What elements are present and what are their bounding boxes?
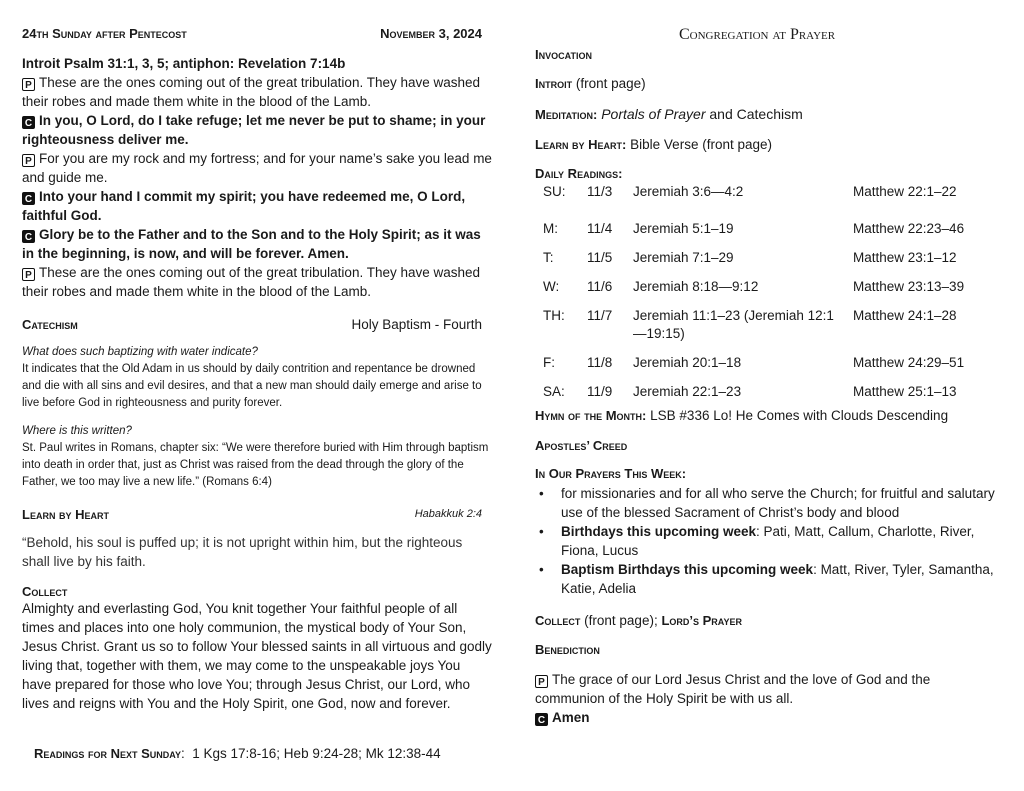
meditation-rest: and Catechism: [709, 106, 803, 122]
catechism-question-1: What does such baptizing with water indicate?: [22, 346, 258, 358]
collect-text: Almighty and everlasting God, You knit together Your faithful people of all times and places into one holy communion, the mystical body of Your Son, Jesus Christ. Grant us so to follow Your blessed saints in all virtuous and godly living that, together with them, we may come to the unspeakable joys You have prepared for those who love You; through Jesus Christ, our Lord, who lives and reigns with You and the Holy Spirit, one God, now and forever.: [22, 601, 492, 711]
reading-ot: Jeremiah 3:6—4:2: [633, 184, 744, 199]
pastor-icon: P: [22, 78, 35, 91]
introit-line-text: For you are my rock and my fortress; and for your name’s sake you lead me and guide me.: [22, 151, 492, 185]
apostles-creed: Apostles’ Creed: [535, 438, 628, 453]
introit-line: [22, 187, 492, 225]
introit-line: [22, 263, 492, 301]
hymn-line: [535, 407, 948, 425]
reading-ot: Jeremiah 20:1–18: [633, 355, 742, 370]
amen-text: Amen: [552, 710, 590, 725]
reading-nt: Matthew 22:23–46: [853, 221, 965, 236]
learn-by-heart-text: “Behold, his soul is puffed up; it is not upright within him, but the righteous shall live by his faith.: [22, 535, 463, 569]
introit-line: [22, 111, 492, 149]
prayers-list: [535, 484, 995, 598]
reading-nt: Matthew 24:29–51: [853, 355, 965, 370]
reading-day: TH:: [543, 308, 565, 323]
reading-day: W:: [543, 279, 560, 294]
benediction-heading: Benediction: [535, 642, 600, 657]
reading-ot: Jeremiah 7:1–29: [633, 250, 734, 265]
next-sunday-label: Readings for Next Sunday: [34, 746, 181, 761]
reading-date: 11/8: [587, 355, 613, 370]
reading-nt: Matthew 22:1–22: [853, 184, 957, 199]
catechism-subtitle: Holy Baptism - Fourth: [351, 317, 482, 332]
reading-nt: Matthew 25:1–13: [853, 384, 957, 399]
reading-day: SA:: [543, 384, 565, 399]
prayer-text: : Matt, River, Tyler, Samantha, Katie, Adelia: [561, 562, 994, 596]
table-row: [543, 343, 1003, 372]
learn-by-heart-reference: Habakkuk 2:4: [414, 508, 482, 520]
list-item: [535, 522, 995, 560]
lbh-text: Bible Verse (front page): [630, 137, 772, 152]
introit-line-text: Into your hand I commit my spirit; you have redeemed me, O Lord, faithful God.: [22, 189, 466, 223]
reading-day: M:: [543, 221, 558, 236]
congregation-icon: C: [22, 230, 35, 243]
prayer-text: for missionaries and for all who serve the Church; for fruitful and salutary use of the blessed Sacrament of Christ’s body and blood: [561, 486, 995, 520]
congregation-icon: C: [22, 192, 35, 205]
reading-nt: Matthew 23:1–12: [853, 250, 957, 265]
catechism-answer-1: It indicates that the Old Adam in us should by daily contrition and repentance be drowned and die with all sins and evil desires, and that a new man should daily emerge and arise to live before God in righteousness and purity forever.: [22, 363, 482, 409]
introit-line-text: In you, O Lord, do I take refuge; let me never be put to shame; in your righteousness deliver me.: [22, 113, 486, 147]
benediction-pastor: [535, 670, 995, 708]
list-item: [535, 560, 995, 598]
introit-note: (front page): [575, 76, 646, 91]
next-sunday-text: 1 Kgs 17:8-16; Heb 9:24-28; Mk 12:38-44: [192, 746, 441, 761]
daily-readings-heading: Daily Readings:: [535, 166, 623, 181]
table-row: [543, 296, 1003, 343]
next-sunday-sep: :: [180, 746, 185, 761]
pastor-icon: P: [22, 154, 35, 167]
bulletin-title: 24th Sunday after Pentecost: [22, 26, 187, 41]
benediction-congregation: [535, 708, 590, 727]
catechism-answer-2: St. Paul writes in Romans, chapter six: “We were therefore buried with Him through baptism into death in order that, just as Christ was raised from the dead through the glory of the Father, we too may live a new life.” (Romans 6:4): [22, 442, 489, 488]
collect-label: Collect: [535, 613, 581, 628]
reading-nt: Matthew 24:1–28: [853, 308, 957, 323]
table-row: [543, 209, 1003, 238]
introit-lines: [22, 73, 492, 301]
reading-ot: Jeremiah 11:1–23 (Jeremiah 12:1—19:15): [633, 308, 834, 341]
reading-date: 11/7: [587, 308, 613, 323]
prayer-text: : Pati, Matt, Callum, Charlotte, River, Fiona, Lucus: [561, 524, 975, 558]
prayer-bold: Birthdays this upcoming week: [561, 524, 757, 539]
reading-date: 11/4: [587, 221, 613, 236]
meditation-italic: Portals of Prayer: [601, 106, 706, 122]
invocation: Invocation: [535, 47, 592, 62]
reading-nt: Matthew 23:13–39: [853, 279, 965, 294]
next-sunday-readings: [34, 744, 441, 763]
pastor-icon: P: [22, 268, 35, 281]
reading-date: 11/3: [587, 184, 613, 199]
introit-label: Introit: [535, 76, 573, 91]
reading-day: SU:: [543, 184, 566, 199]
reading-date: 11/5: [587, 250, 613, 265]
catechism-heading: Catechism: [22, 317, 78, 332]
lbh-line: [535, 136, 772, 154]
meditation-line: [535, 105, 803, 124]
reading-date: 11/6: [587, 279, 613, 294]
reading-ot: Jeremiah 8:18—9:12: [633, 279, 759, 294]
introit-line-text: These are the ones coming out of the great tribulation. They have washed their robes and made them white in the blood of the Lamb.: [22, 265, 481, 299]
collect-note: (front page);: [584, 613, 658, 628]
table-row: [543, 183, 1003, 209]
introit-heading: Introit Psalm 31:1, 3, 5; antiphon: Revelation 7:14b: [22, 56, 346, 71]
table-row: [543, 267, 1003, 296]
table-row: [543, 372, 1003, 401]
meditation-label: Meditation:: [535, 107, 598, 122]
congregation-icon: C: [22, 116, 35, 129]
reading-date: 11/9: [587, 384, 613, 399]
introit-line: [22, 73, 492, 111]
catechism-question-2: Where is this written?: [22, 425, 132, 437]
collect-heading: Collect: [22, 584, 68, 599]
daily-readings-table: [543, 183, 1003, 401]
list-item: [535, 484, 995, 522]
introit-line: [22, 225, 492, 263]
hymn-label: Hymn of the Month:: [535, 408, 647, 423]
congregation-icon: C: [535, 713, 548, 726]
learn-by-heart-heading: Learn by Heart: [22, 507, 110, 522]
collect-line: [535, 612, 742, 630]
prayer-bold: Baptism Birthdays this upcoming week: [561, 562, 814, 577]
introit-line: [22, 149, 492, 187]
page-title: Congregation at Prayer: [679, 26, 836, 43]
introit-line-right: [535, 75, 646, 93]
table-row: [543, 238, 1003, 267]
reading-day: F:: [543, 355, 555, 370]
benediction-text: The grace of our Lord Jesus Christ and the love of God and the communion of the Holy Spirit be with us all.: [535, 672, 931, 706]
introit-line-text: These are the ones coming out of the great tribulation. They have washed their robes and made them white in the blood of the Lamb.: [22, 75, 481, 109]
hymn-text: LSB #336 Lo! He Comes with Clouds Descending: [650, 408, 949, 423]
reading-ot: Jeremiah 5:1–19: [633, 221, 734, 236]
introit-line-text: Glory be to the Father and to the Son and to the Holy Spirit; as it was in the beginning, is now, and will be forever. Amen.: [22, 227, 481, 261]
lbh-label: Learn by Heart:: [535, 137, 627, 152]
reading-ot: Jeremiah 22:1–23: [633, 384, 742, 399]
lords-prayer: Lord’s Prayer: [661, 613, 742, 628]
pastor-icon: P: [535, 675, 548, 688]
reading-day: T:: [543, 250, 554, 265]
bulletin-date: November 3, 2024: [380, 26, 482, 41]
prayers-heading: In Our Prayers This Week:: [535, 466, 687, 481]
